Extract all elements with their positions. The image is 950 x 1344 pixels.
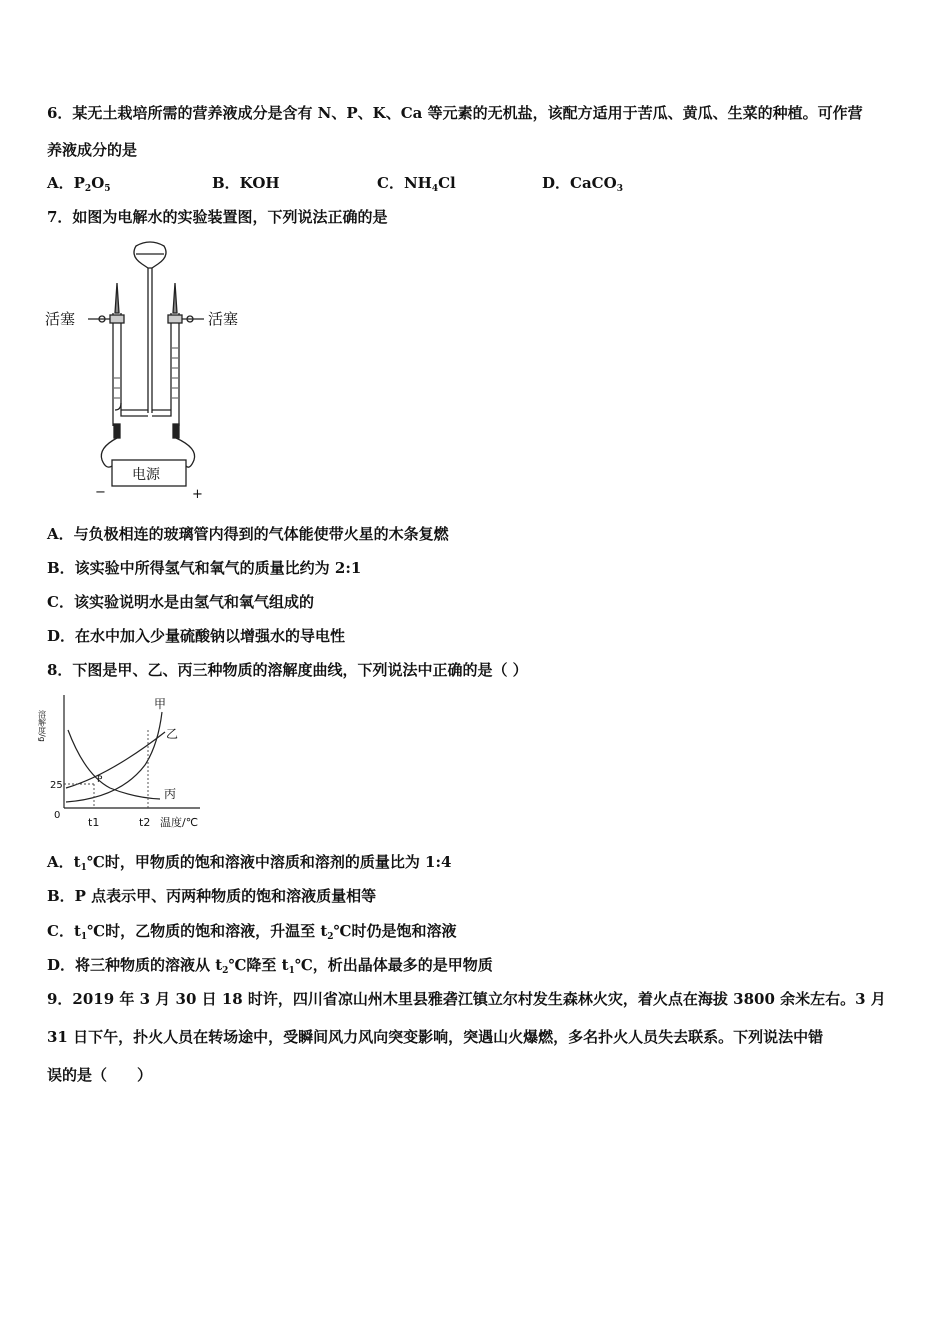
q7-option-c[interactable]: C．该实验说明水是由氢气和氧气组成的 bbox=[47, 593, 314, 611]
series-jia-label: 甲 bbox=[154, 697, 167, 711]
origin-label: 0 bbox=[54, 810, 61, 821]
q7-stem: 7．如图为电解水的实验装置图，下列说法正确的是 bbox=[47, 208, 388, 226]
series-bing-line bbox=[68, 730, 160, 799]
q7-option-a[interactable]: A．与负极相连的玻璃管内得到的气体能使带火星的木条复燃 bbox=[47, 525, 449, 543]
y-axis-label: 溶解度/g bbox=[37, 710, 47, 742]
q8-option-c[interactable]: C．$t_1℃$时，乙物质的饱和溶液，升温至 $t_2℃$时仍是饱和溶液 bbox=[47, 922, 457, 942]
series-bing-label: 丙 bbox=[164, 787, 177, 801]
q9-stem-line3: 误的是（ ） bbox=[47, 1066, 153, 1084]
electrolysis-apparatus-figure bbox=[40, 238, 260, 503]
q7-option-d[interactable]: D．在水中加入少量硫酸钠以增强水的导电性 bbox=[47, 627, 346, 645]
q6-option-c[interactable]: C．$NH_4Cl$ bbox=[377, 174, 456, 194]
q9-stem-line1: 9．2019 年 3 月 30 日 18 时许，四川省凉山州木里县雅砻江镇立尔村发生森林火灾，着火点在海拔 3800 余米左右。3 月 bbox=[47, 990, 886, 1008]
positive-terminal-label: + bbox=[192, 487, 203, 502]
q8-stem: 8．下图是甲、乙、丙三种物质的溶解度曲线，下列说法中正确的是（ ） bbox=[47, 661, 528, 679]
power-supply-label: 电源 bbox=[132, 467, 160, 483]
right-stopcock-label: 活塞 bbox=[208, 310, 239, 328]
x-tick-t2: t2 bbox=[139, 816, 151, 829]
x-tick-t1: t1 bbox=[88, 816, 100, 829]
x-axis-label: 温度/℃ bbox=[160, 816, 199, 829]
q6-stem-line2: 养液成分的是 bbox=[47, 141, 138, 159]
series-yi-line bbox=[66, 732, 165, 788]
q6-option-b[interactable]: B．KOH bbox=[212, 174, 280, 192]
q9-stem-line2: 31 日下午，扑火人员在转场途中，受瞬间风力风向突变影响，突遇山火爆燃，多名扑火人员失去联系。下列说法中错 bbox=[47, 1028, 824, 1046]
q8-option-d[interactable]: D．将三种物质的溶液从 $t_2℃$降至 $t_1℃$，析出晶体最多的是甲物质 bbox=[47, 956, 493, 976]
y-tick-25: 25 bbox=[50, 780, 63, 791]
q8-option-a[interactable]: A．$t_1℃$时，甲物质的饱和溶液中溶质和溶剂的质量比为 1:4 bbox=[47, 853, 452, 873]
solubility-curve-chart bbox=[37, 690, 220, 835]
point-p-label: P bbox=[97, 775, 103, 785]
q6-option-d[interactable]: D．CaCO$_3$ bbox=[542, 174, 623, 194]
q7-option-b[interactable]: B．该实验中所得氢气和氧气的质量比约为 2:1 bbox=[47, 559, 362, 577]
q6-option-a[interactable]: A．$P_2O_5$ bbox=[47, 174, 111, 194]
q6-stem-line1: 6．某无土栽培所需的营养液成分是含有 N、P、K、Ca 等元素的无机盐，该配方适用于苦瓜、黄瓜、生菜的种植。可作营 bbox=[47, 104, 863, 122]
left-stopcock-label: 活塞 bbox=[45, 310, 76, 328]
q8-option-b[interactable]: B．P 点表示甲、丙两种物质的饱和溶液质量相等 bbox=[47, 887, 377, 905]
series-yi-label: 乙 bbox=[166, 727, 179, 741]
negative-terminal-label: − bbox=[95, 485, 106, 500]
